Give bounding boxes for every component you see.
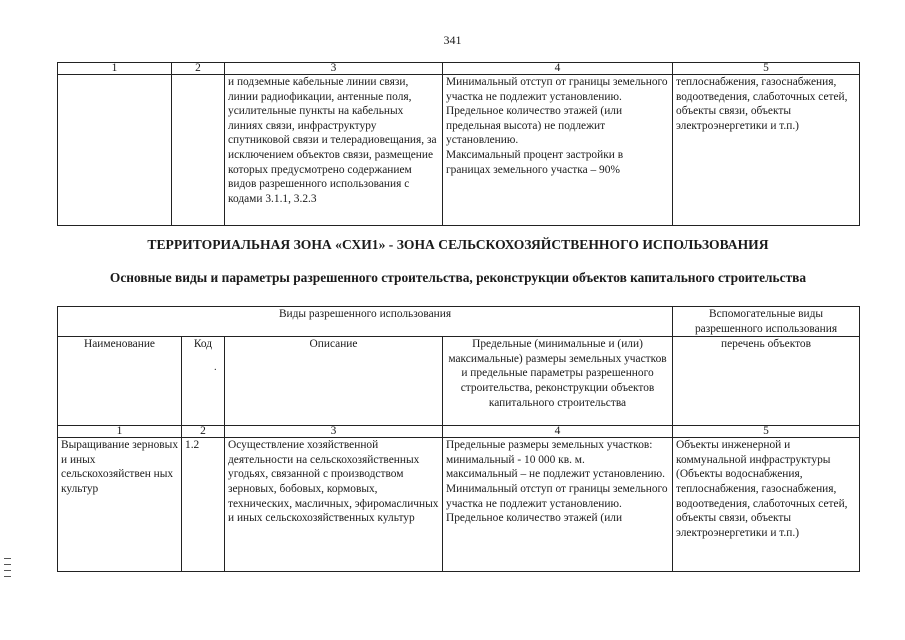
table-column-header-row [58, 337, 860, 426]
header-description: Описание [225, 337, 443, 426]
cell-name [58, 75, 172, 226]
cell-code: 1.2 [182, 438, 225, 572]
column-number: 1 [58, 63, 172, 75]
table-row [58, 75, 860, 226]
cell-params: Предельные размеры земельных участков: минимальный - 10 000 кв. м. максимальный – не подлежит установлению. Минимальный отступ от границы земельного участка не подлежит установлению. Предельное количество этажей (или [443, 438, 673, 572]
margin-marks [4, 558, 12, 582]
column-number: 2 [172, 63, 225, 75]
column-number: 5 [673, 426, 860, 438]
column-number: 4 [443, 63, 673, 75]
zone-title: ТЕРРИТОРИАЛЬНАЯ ЗОНА «СХИ1» - ЗОНА СЕЛЬСКОХОЗЯЙСТВЕННОГО ИСПОЛЬЗОВАНИЯ [147, 237, 769, 252]
cell-description: Осуществление хозяйственной деятельности на сельскохозяйственных угодьях, связанной с производством зерновых, бобовых, кормовых, технических, масличных, эфиромасличных и иных сельскохозяйственных культур [225, 438, 443, 572]
cell-code [172, 75, 225, 226]
code-mark: · [213, 364, 217, 376]
page-number: 341 [443, 33, 462, 47]
table-header-row [58, 63, 860, 75]
table-number-row [58, 426, 860, 438]
cell-params: Минимальный отступ от границы земельного участка не подлежит установлению. Предельное количество этажей (или предельная высота) не подлежит установлению. Максимальный процент застройки в границах земельного участка – 90% [443, 75, 673, 226]
header-code [182, 337, 225, 426]
column-number: 5 [673, 63, 860, 75]
table-row [58, 438, 860, 572]
column-number: 1 [58, 426, 182, 438]
column-number: 4 [443, 426, 673, 438]
header-params: Предельные (минимальные и (или) максимальные) размеры земельных участков и предельные параметры разрешенного строительства, реконструкции объектов капитального строительства [443, 337, 673, 426]
cell-name: Выращивание зерновых и иных сельскохозяйствен ных культур [58, 438, 182, 572]
header-name: Наименование [58, 337, 182, 426]
permitted-use-table [57, 306, 860, 572]
cell-aux: теплоснабжения, газоснабжения, водоотведения, слаботочных сетей, объекты связи, объекты электроэнергетики и т.п.) [673, 75, 860, 226]
column-number: 3 [225, 63, 443, 75]
cell-aux: Объекты инженерной и коммунальной инфраструктуры (Объекты водоснабжения, теплоснабжения, газоснабжения, водоотведения, слаботочных сетей, объекты связи, объекты электроэнергетики и т.п.) [673, 438, 860, 572]
cell-description: и подземные кабельные линии связи, линии радиофикации, антенные поля, усилительные пункты на кабельных линиях связи, инфраструктуру спутниковой связи и телерадиовещания, за исключением объектов связи, размещение которых предусмотрено содержанием видов разрешенного использования с кодами 3.1.1, 3.2.3 [225, 75, 443, 226]
header-code-label: Код [193, 338, 213, 351]
group-header-main: Виды разрешенного использования [58, 307, 673, 337]
group-header-aux: Вспомогательные виды разрешенного использования [673, 307, 860, 337]
continuation-table [57, 62, 860, 226]
section-title: Основные виды и параметры разрешенного строительства, реконструкции объектов капитального строительства [109, 270, 807, 285]
table-group-header-row [58, 307, 860, 337]
header-aux-list: перечень объектов [673, 337, 860, 426]
column-number: 3 [225, 426, 443, 438]
column-number: 2 [182, 426, 225, 438]
